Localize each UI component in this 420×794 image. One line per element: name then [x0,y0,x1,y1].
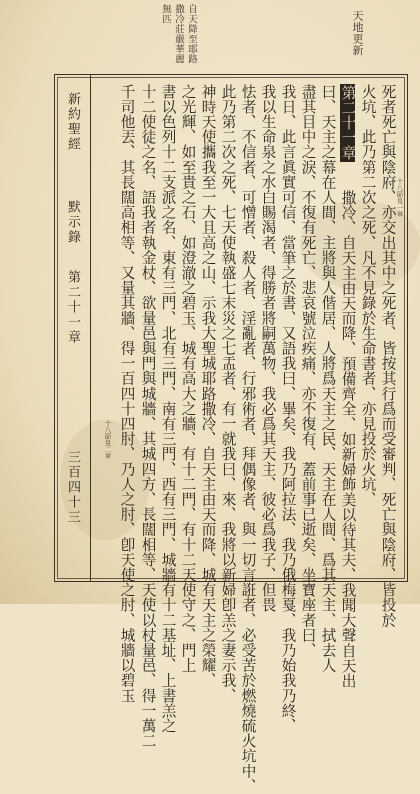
chapter-label: 第二十一章 [65,270,80,345]
text-column-12: 書以色列十二支派之名、東有三門、北有三門、南有三門、西有三門、城牆有十二基址、上書羔之 [159,84,177,734]
cross-reference-note: 十八節見一章 [395,178,404,217]
page-number: 三百四十三 [65,450,80,525]
text-column-7: 我以生命泉之水白賜渴者、得勝者將嗣萬物、我必爲其天主、彼必爲我子、但畏 [259,84,277,613]
chapter-heading-badge: 第二十一章 [339,85,357,161]
text-column-6: 我日、此言眞實可信、當筆之於書、又語我曰、畢矣、我乃阿拉法、我乃俄梅戛、我乃始我乃終、 [279,84,297,734]
text-column-5: 盡其目中之淚、不復有死亡、悲哀號泣疾痛、亦不復有、蓋前事已逝矣、坐寶座者曰、 [299,84,317,658]
text-column-13: 十二使徒之名、語我者執金杖、欲量邑與門與城牆、其城四方、長闊相等、天使以杖量邑、得一萬二 [139,84,157,749]
marginal-summary [158,4,198,68]
book-title: 新約聖經 [65,92,80,152]
text-column-8: 怯者、不信者、可憎者、殺人者、淫亂者、行邪術者、拜偶像者、與一切言誑者、必受苦於燃燒硫火坑中、 [239,84,257,794]
chapter-heading [340,84,355,184]
text-column-1: 死者死亡與陰府、亦交出其中之死者、皆按其行爲而受審判、死亡與陰府、皆投於 [379,84,397,628]
marginal-summary-text: 自天降至耶路撒冷莊嚴華麗無匹 [160,4,197,64]
cross-reference-note: 十八節見二章 [103,420,112,459]
column-divider [90,74,91,582]
text-column-14: 千司他丟、其長闊高相等、又量其牆、得一百四十四肘、乃人之肘、卽天使之肘、城牆以碧玉 [118,84,136,704]
book-name: 默示錄 [65,200,80,245]
text-column-10: 神時天使攜我至一大且高之山、示我大聖城耶路撒冷、自天主由天而降、城有天主之榮耀、 [199,84,217,688]
running-title: 天地更新 [351,10,364,56]
text-column-2: 火坑、此乃第二次之死、凡不見錄於生命書者、亦見投於火坑、 [359,84,377,507]
text-column-3: 撒冷、自天主由天而降、預備齊全、如新婦飾美以待其夫、我聞大聲自天出 [339,190,357,689]
text-column-4: 曰、天主之幕在人間、主將與人偕居、人將爲天主之民、天主在人間、爲其天主、拭去人 [319,84,337,673]
text-column-9: 此乃第二次之死、七天使執盛七末災之七盂者、有一就我曰、來、我將以新婦卽羔之妻示我、 [219,84,237,704]
text-column-11: 之光輝、如至貴之石、如澄澈之碧玉、城有高大之牆、有十二門、有十二天使守之、門上 [179,84,197,673]
